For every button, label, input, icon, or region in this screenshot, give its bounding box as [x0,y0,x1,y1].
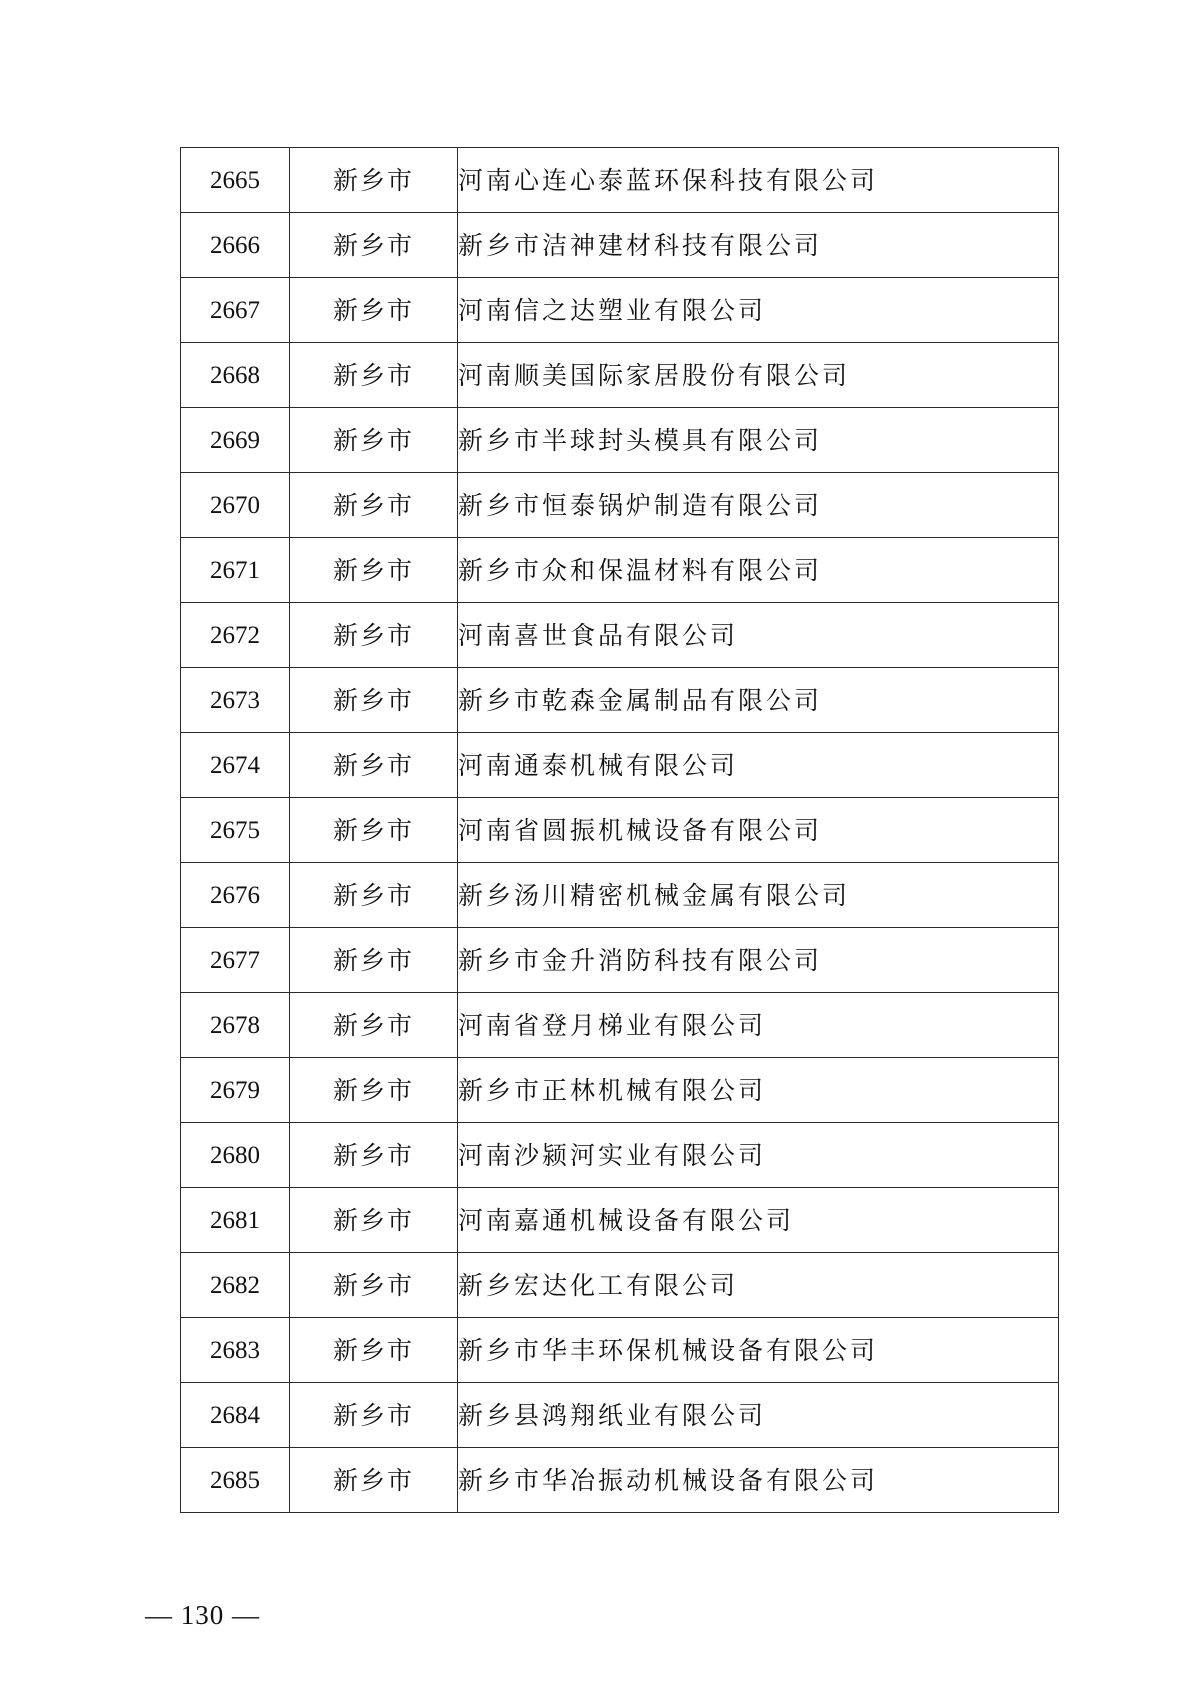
table-row [181,278,1059,343]
row-company: 河南嘉通机械设备有限公司 [458,1188,1059,1253]
table-row [181,1123,1059,1188]
row-city: 新乡市 [290,1058,458,1123]
company-table [180,147,1059,1513]
table-row [181,408,1059,473]
row-number: 2679 [181,1058,290,1123]
row-number: 2684 [181,1383,290,1448]
row-city: 新乡市 [290,863,458,928]
table-row [181,343,1059,408]
table-row [181,148,1059,213]
row-city: 新乡市 [290,1318,458,1383]
row-city: 新乡市 [290,343,458,408]
row-company: 河南省圆振机械设备有限公司 [458,798,1059,863]
row-number: 2678 [181,993,290,1058]
row-number: 2671 [181,538,290,603]
row-number: 2676 [181,863,290,928]
row-company: 新乡市恒泰锅炉制造有限公司 [458,473,1059,538]
table-row [181,473,1059,538]
table-row [181,1383,1059,1448]
row-number: 2666 [181,213,290,278]
page-number: — 130 — [145,1600,260,1630]
row-company: 新乡市洁神建材科技有限公司 [458,213,1059,278]
row-company: 新乡宏达化工有限公司 [458,1253,1059,1318]
row-company: 新乡汤川精密机械金属有限公司 [458,863,1059,928]
row-number: 2670 [181,473,290,538]
table-row [181,213,1059,278]
row-number: 2674 [181,733,290,798]
row-company: 新乡市华冶振动机械设备有限公司 [458,1448,1059,1513]
table-row [181,928,1059,993]
row-city: 新乡市 [290,733,458,798]
row-number: 2673 [181,668,290,733]
row-city: 新乡市 [290,798,458,863]
row-number: 2683 [181,1318,290,1383]
table-row [181,733,1059,798]
row-company: 河南沙颍河实业有限公司 [458,1123,1059,1188]
row-company: 河南顺美国际家居股份有限公司 [458,343,1059,408]
row-city: 新乡市 [290,148,458,213]
row-city: 新乡市 [290,603,458,668]
table-row [181,1058,1059,1123]
row-city: 新乡市 [290,1188,458,1253]
row-city: 新乡市 [290,1448,458,1513]
row-city: 新乡市 [290,278,458,343]
row-city: 新乡市 [290,408,458,473]
row-city: 新乡市 [290,1253,458,1318]
row-city: 新乡市 [290,213,458,278]
row-city: 新乡市 [290,1383,458,1448]
row-company: 新乡市乾森金属制品有限公司 [458,668,1059,733]
row-city: 新乡市 [290,668,458,733]
row-number: 2685 [181,1448,290,1513]
table-row [181,668,1059,733]
row-city: 新乡市 [290,1123,458,1188]
row-city: 新乡市 [290,538,458,603]
row-number: 2675 [181,798,290,863]
row-number: 2681 [181,1188,290,1253]
row-company: 新乡市金升消防科技有限公司 [458,928,1059,993]
row-company: 河南通泰机械有限公司 [458,733,1059,798]
row-city: 新乡市 [290,993,458,1058]
table-row [181,1318,1059,1383]
row-company: 河南喜世食品有限公司 [458,603,1059,668]
row-company: 新乡市正林机械有限公司 [458,1058,1059,1123]
table-row [181,603,1059,668]
table-row [181,1448,1059,1513]
table-row [181,993,1059,1058]
row-company: 河南心连心泰蓝环保科技有限公司 [458,148,1059,213]
row-number: 2669 [181,408,290,473]
row-company: 河南省登月梯业有限公司 [458,993,1059,1058]
row-city: 新乡市 [290,928,458,993]
row-number: 2680 [181,1123,290,1188]
row-city: 新乡市 [290,473,458,538]
row-number: 2672 [181,603,290,668]
table-row [181,1188,1059,1253]
company-table-body [181,148,1059,1513]
row-company: 新乡市半球封头模具有限公司 [458,408,1059,473]
table-row [181,863,1059,928]
row-company: 新乡县鸿翔纸业有限公司 [458,1383,1059,1448]
row-company: 新乡市华丰环保机械设备有限公司 [458,1318,1059,1383]
table-row [181,798,1059,863]
row-number: 2667 [181,278,290,343]
table-row [181,1253,1059,1318]
row-company: 新乡市众和保温材料有限公司 [458,538,1059,603]
row-number: 2677 [181,928,290,993]
table-row [181,538,1059,603]
row-company: 河南信之达塑业有限公司 [458,278,1059,343]
row-number: 2665 [181,148,290,213]
row-number: 2682 [181,1253,290,1318]
row-number: 2668 [181,343,290,408]
